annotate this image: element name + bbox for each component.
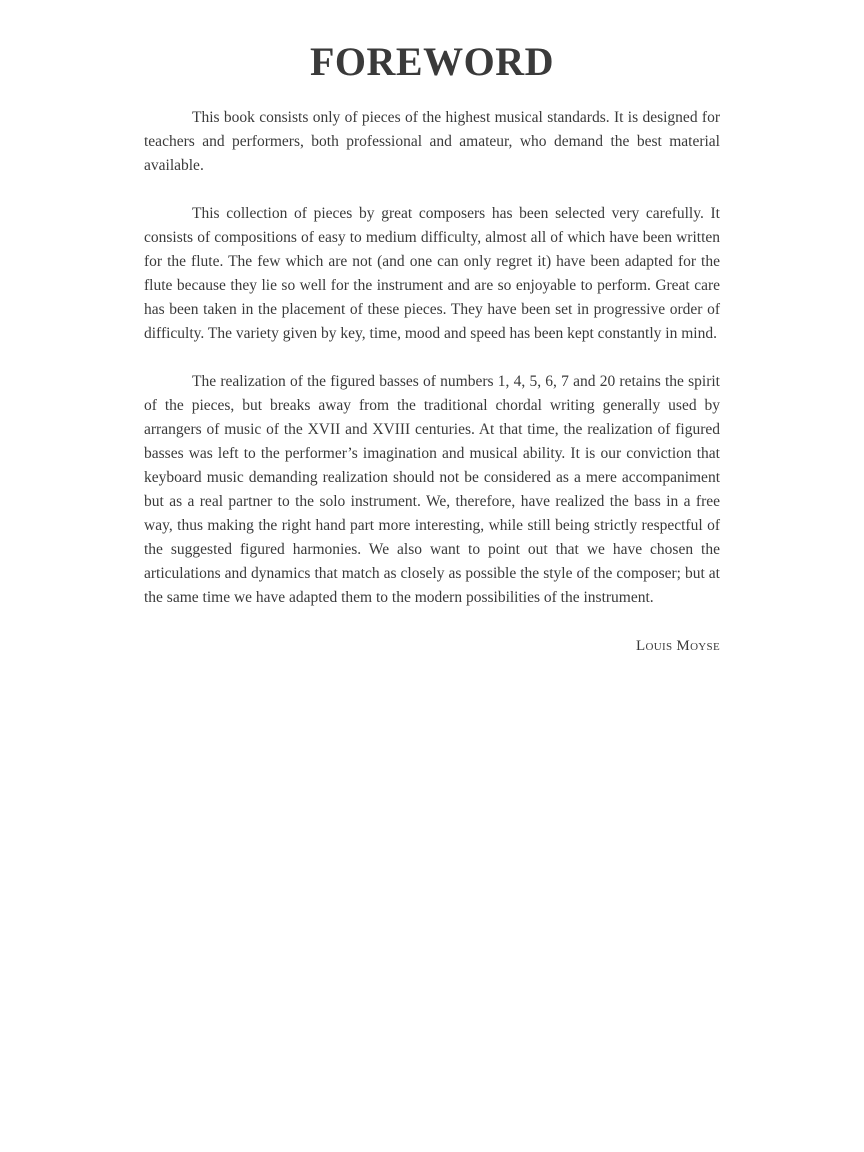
author-signature: Louis Moyse bbox=[636, 638, 720, 654]
paragraph-collection: This collection of pieces by great composers has been selected very carefully. It consists of compositions of easy to medium difficulty, almost all of which have been written for the flute. The few which are not (and one can only regret it) have been adapted for the flute because they lie so well for the instrument and are so enjoyable to perform. Great care has been taken in the placement of these pieces. They have been set in progressive order of difficulty. The variety given by key, time, mood and speed has been kept constantly in mind. bbox=[144, 205, 720, 342]
foreword-body bbox=[144, 106, 720, 610]
paragraph-realization: The realization of the figured basses of numbers 1, 4, 5, 6, 7 and 20 retains the spirit of the pieces, but breaks away from the traditional chordal writing generally used by arrangers of music of the XVII and XVIII centuries. At that time, the realization of figured basses was left to the performer’s imagination and musical ability. It is our conviction that keyboard music demanding realization should not be considered as a mere accompaniment but as a real partner to the solo instrument. We, therefore, have realized the bass in a free way, thus making the right hand part more interesting, while still being strictly respectful of the suggested figured harmonies. We also want to point out that we have chosen the articulations and dynamics that match as closely as possible the style of the composer; but at the same time we have adapted them to the modern possibilities of the instrument. bbox=[144, 373, 720, 606]
paragraph-intro: This book consists only of pieces of the highest musical standards. It is designed for teachers and performers, both professional and amateur, who demand the best material available. bbox=[144, 109, 720, 174]
foreword-page bbox=[144, 38, 720, 658]
page-title: FOREWORD bbox=[310, 39, 554, 84]
